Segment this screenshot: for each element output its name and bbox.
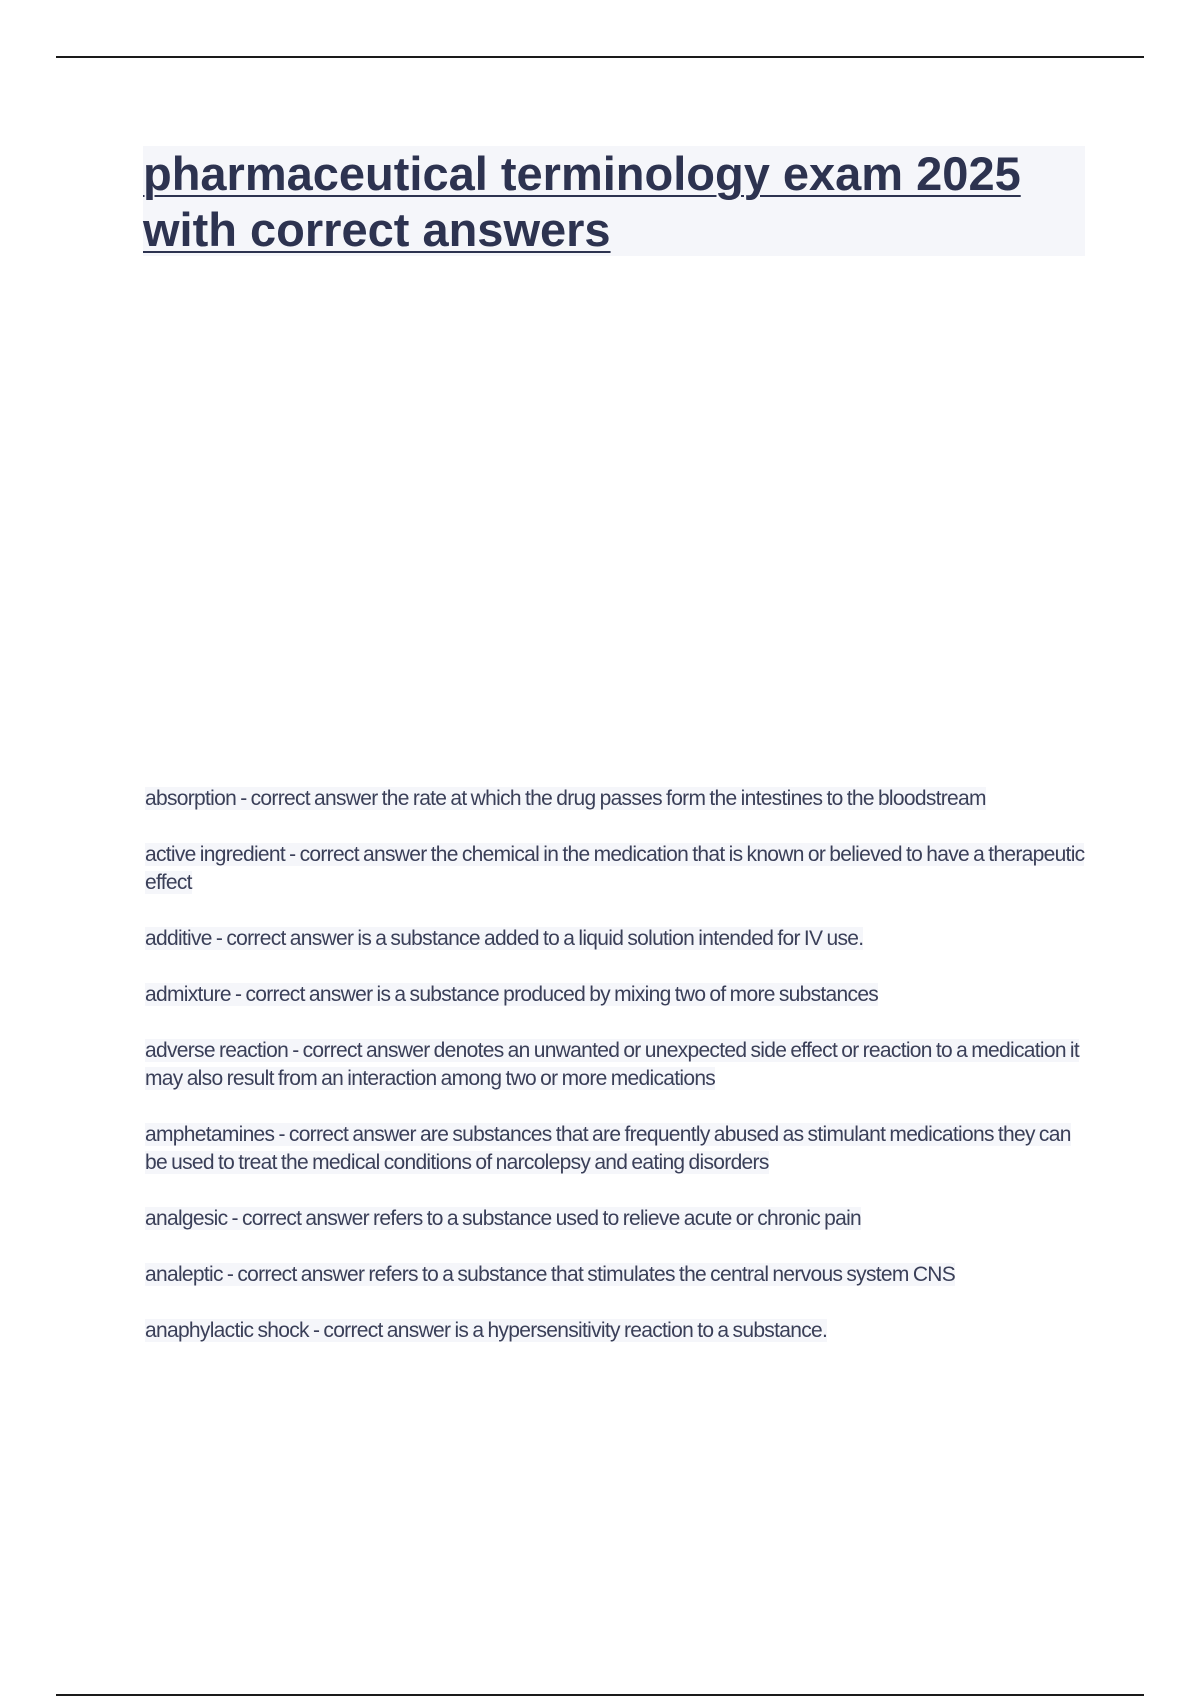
document-title: pharmaceutical terminology exam 2025 with correct answers <box>143 147 1021 256</box>
top-divider <box>56 56 1144 58</box>
glossary-entry <box>145 1205 1085 1233</box>
title-block <box>143 146 1085 256</box>
glossary-entry <box>145 981 1085 1009</box>
glossary-entry <box>145 841 1085 897</box>
glossary-entry <box>145 785 1085 813</box>
glossary-entry-text: active ingredient - correct answer the chemical in the medication that is known or believed to have a therapeutic effect <box>145 843 1085 894</box>
glossary-entry-text: analgesic - correct answer refers to a substance used to relieve acute or chronic pain <box>145 1207 862 1230</box>
glossary-entry <box>145 925 1085 953</box>
glossary-entry-text: adverse reaction - correct answer denotes an unwanted or unexpected side effect or reaction to a medication it may also result from an interaction among two or more medications <box>145 1039 1080 1090</box>
glossary-list <box>145 785 1085 1373</box>
glossary-entry-text: analeptic - correct answer refers to a substance that stimulates the central nervous system CNS <box>145 1263 956 1286</box>
glossary-entry <box>145 1121 1085 1177</box>
glossary-entry <box>145 1261 1085 1289</box>
glossary-entry-text: amphetamines - correct answer are substances that are frequently abused as stimulant medications they can be used to treat the medical conditions of narcolepsy and eating disorders <box>145 1123 1071 1174</box>
glossary-entry-text: absorption - correct answer the rate at which the drug passes form the intestines to the bloodstream <box>145 787 986 810</box>
bottom-divider <box>56 1694 1144 1696</box>
glossary-entry-text: additive - correct answer is a substance added to a liquid solution intended for IV use. <box>145 927 864 950</box>
glossary-entry-text: admixture - correct answer is a substance produced by mixing two of more substances <box>145 983 879 1006</box>
glossary-entry <box>145 1317 1085 1345</box>
glossary-entry <box>145 1037 1085 1093</box>
glossary-entry-text: anaphylactic shock - correct answer is a hypersensitivity reaction to a substance. <box>145 1319 828 1342</box>
